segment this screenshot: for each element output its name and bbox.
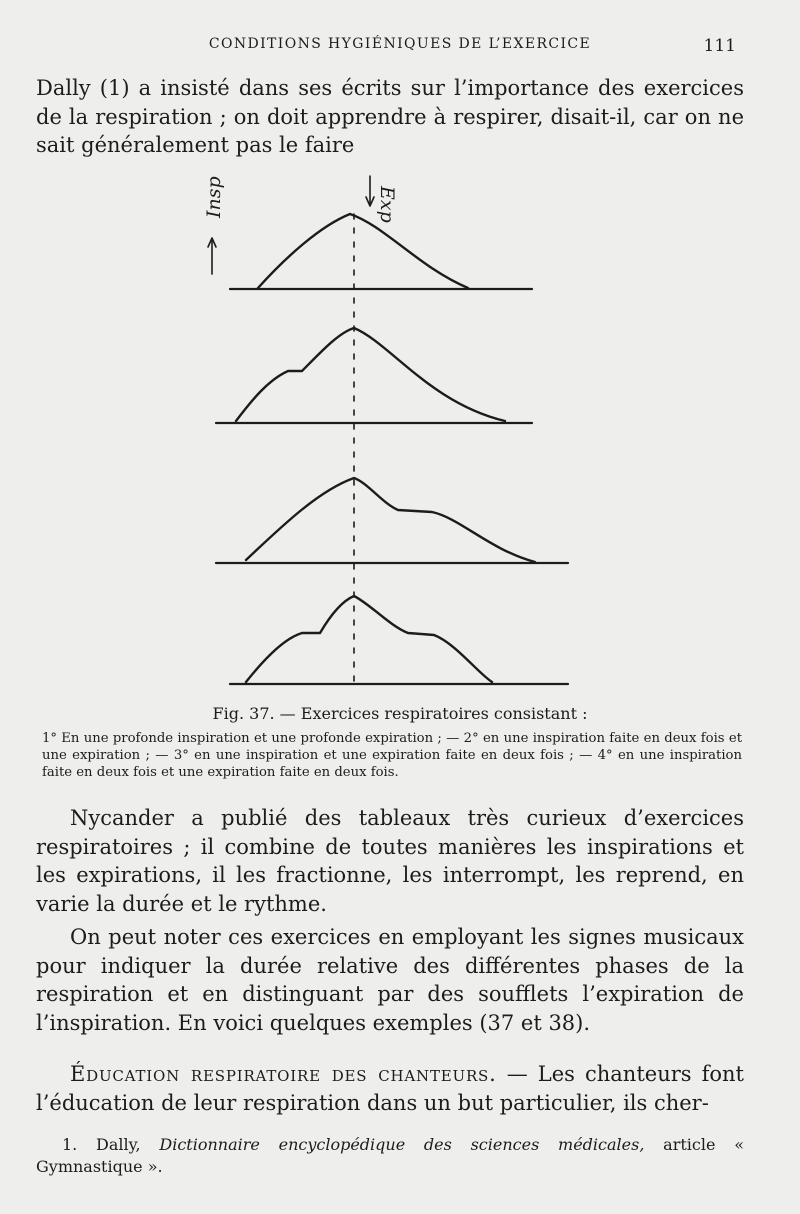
- paragraph-chanteurs: [36, 1060, 744, 1117]
- breath-curve-1: [258, 214, 468, 288]
- intro-paragraph: Dally (1) a insisté dans ses écrits sur l’importance des exercices de la respiration ; on doit apprendre à respirer, disait-il, car on ne sait généralement pas le faire: [36, 76, 744, 157]
- paragraph-chanteurs-text: — Les chanteurs font l’éducation de leur respiration dans un but particulier, ils cher-: [36, 1062, 744, 1115]
- breath-curve-4: [246, 596, 492, 682]
- paragraph-notation: On peut noter ces exercices en employant les signes musicaux pour indiquer la durée relative des différentes phases de la respiration et en distinguant par des soufflets l’expiration de l’inspiration. En voici quelques exemples (37 et 38).: [36, 925, 744, 1035]
- running-title: CONDITIONS HYGIÉNIQUES DE L’EXERCICE: [208, 36, 592, 52]
- section-heading-chanteurs: Éducation respiratoire des chanteurs.: [70, 1062, 497, 1086]
- figure-caption-body: 1° En une profonde inspiration et une profonde expiration ; — 2° en une inspiration faite en deux fois et une expiration ; — 3° en une inspiration et une expiration faite en deux fois ; — 4° en une inspiration faite en deux fois et une expiration faite en deux fois.: [42, 731, 742, 780]
- breath-curve-2: [236, 328, 505, 421]
- footnote-rest: article « Gymnastique ».: [36, 1135, 744, 1176]
- breathing-curves-svg: [190, 168, 590, 698]
- footnote-number: 1. Dally,: [62, 1135, 141, 1154]
- exp-label: Exp: [376, 186, 398, 223]
- insp-label: Insp: [203, 176, 225, 218]
- breath-curve-3: [246, 478, 535, 562]
- figure-caption-title: Fig. 37. — Exercices respiratoires consistant :: [212, 704, 588, 723]
- footnote-title: Dictionnaire encyclopédique des sciences médicales,: [159, 1135, 645, 1154]
- footnote: [36, 1134, 744, 1178]
- breathing-curves-figure: [190, 168, 590, 698]
- running-head: [0, 36, 800, 58]
- paragraph-nycander: Nycander a publié des tableaux très curieux d’exercices respiratoires ; il combine de toutes manières les inspirations et les expirations, il les fractionne, les interrompt, les reprend, en varie la durée et le rythme.: [36, 806, 744, 916]
- page-number: 111: [703, 36, 736, 56]
